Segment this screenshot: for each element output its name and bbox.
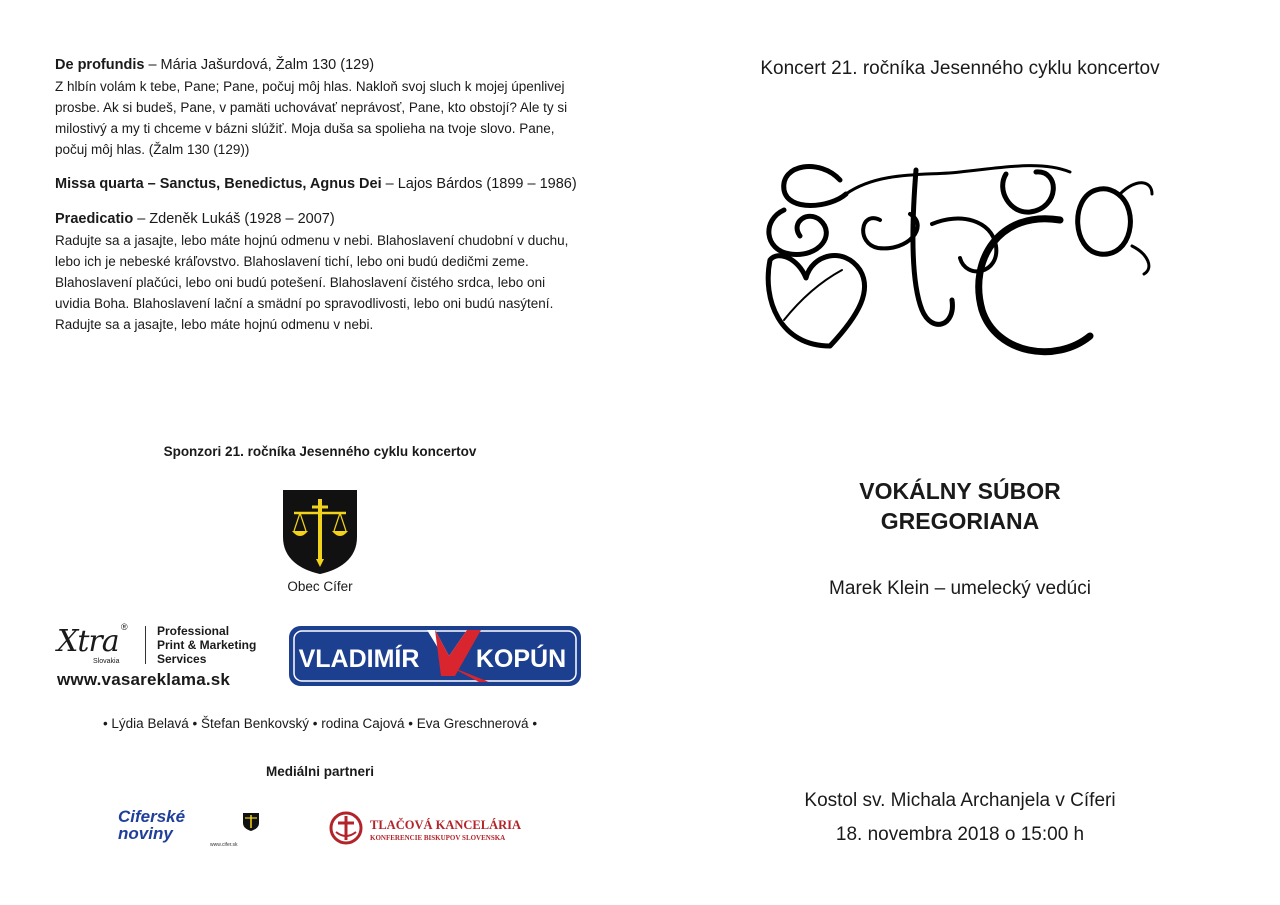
xtra-word: Xtra — [57, 624, 119, 659]
kopun-left-text: VLADIMÍR — [298, 645, 420, 673]
ciferske-line: noviny — [118, 824, 173, 843]
piece-praedicatio — [55, 209, 580, 335]
xtra-reg: ® — [121, 622, 128, 632]
piece-missa-quarta — [55, 174, 580, 195]
event-datetime: 18. novembra 2018 o 15:00 h — [835, 824, 1085, 845]
xtra-services-line: Print & Marketing — [157, 638, 257, 652]
program-column — [55, 55, 580, 349]
ciferske-line: Ciferské — [118, 807, 186, 826]
artistic-leader: Marek Klein – umelecký vedúci — [829, 578, 1091, 599]
xtra-services-line: Services — [157, 652, 207, 666]
sponsor-logos — [55, 622, 585, 690]
ensemble-line: GREGORIANA — [880, 508, 1040, 534]
ciferske-noviny-logo — [118, 808, 263, 848]
sponsors-section — [55, 444, 585, 594]
piece-text: Z hlbín volám k tebe, Pane; Pane, počuj môj hlas. Nakloň svoj sluch k mojej úpenlivej prosbe. Ak si budeš, Pane, v pamäti uchovávať neprávosť, Pane, kto obstojí? Ale ty si milostivý a my ti chceme v bázni slúžiť. Moja duša sa spolieha na tvoje slovo. Pane, počuj môj hlas. (Žalm 130 (129)) — [55, 79, 568, 157]
piece-title: Missa quarta – Sanctus, Benedictus, Agnus Dei — [55, 176, 382, 192]
piece-composer: – Zdeněk Lukáš (1928 – 2007) — [133, 211, 335, 227]
xtra-services-line: Professional — [157, 624, 230, 638]
tkkbs-main: TLAČOVÁ KANCELÁRIA — [370, 818, 522, 832]
ciferske-url: www.cifer.sk — [210, 842, 238, 848]
coat-of-arms-icon — [282, 489, 358, 575]
ciferske-text — [118, 808, 185, 842]
xtra-divider — [145, 626, 146, 664]
piece-title: De profundis — [55, 57, 145, 73]
kopun-right-text: KOPÚN — [475, 645, 567, 673]
piece-title: Praedicatio — [55, 211, 134, 227]
xtra-sub: Slovakia — [93, 658, 120, 665]
media-partners-title: Mediálni partneri — [265, 764, 375, 779]
concert-line: Koncert 21. ročníka Jesenného cyklu koncertov — [760, 58, 1160, 79]
xtra-logo — [57, 622, 277, 690]
piece-composer: – Mária Jašurdová, Žalm 130 (129) — [144, 57, 375, 73]
xtra-url: www.vasareklama.sk — [57, 670, 231, 689]
piece-de-profundis — [55, 55, 580, 160]
tkkbs-logo — [328, 808, 538, 848]
tkkbs-emblem-icon — [328, 810, 364, 846]
venue-block — [660, 784, 1260, 852]
mini-coat-icon — [242, 812, 260, 832]
tkkbs-sub: KONFERENCIE BISKUPOV SLOVENSKA — [370, 834, 506, 842]
obec-label: Obec Cífer — [287, 579, 353, 594]
ensemble-line: VOKÁLNY SÚBOR — [859, 478, 1061, 504]
ensemble-name — [660, 476, 1260, 536]
gregoriana-calligraphy-logo — [760, 150, 1160, 365]
venue-name: Kostol sv. Michala Archanjela v Cíferi — [804, 790, 1116, 811]
piece-composer: – Lajos Bárdos (1899 – 1986) — [381, 176, 577, 192]
sponsors-title: Sponzori 21. ročníka Jesenného cyklu koncertov — [163, 444, 477, 459]
xtra-services — [157, 624, 256, 666]
sponsor-names: • Lýdia Belavá • Štefan Benkovský • rodina Cajová • Eva Greschnerová • — [102, 716, 538, 731]
piece-text: Radujte sa a jasajte, lebo máte hojnú odmenu v nebi. Blahoslavení chudobní v duchu, lebo ich je nebeské kráľovstvo. Blahoslavení tichí, lebo oni budú dedičmi zeme. Blahoslavení plačúci, lebo oni budú potešení. Blahoslavení čistého srdca, lebo oni uvidia Boha. Blahoslavení lační a smädní po spravodlivosti, lebo oni budú nasýtení. Radujte sa a jasajte, lebo máte hojnú odmenu v nebi. — [55, 233, 569, 332]
kopun-logo — [289, 626, 581, 686]
